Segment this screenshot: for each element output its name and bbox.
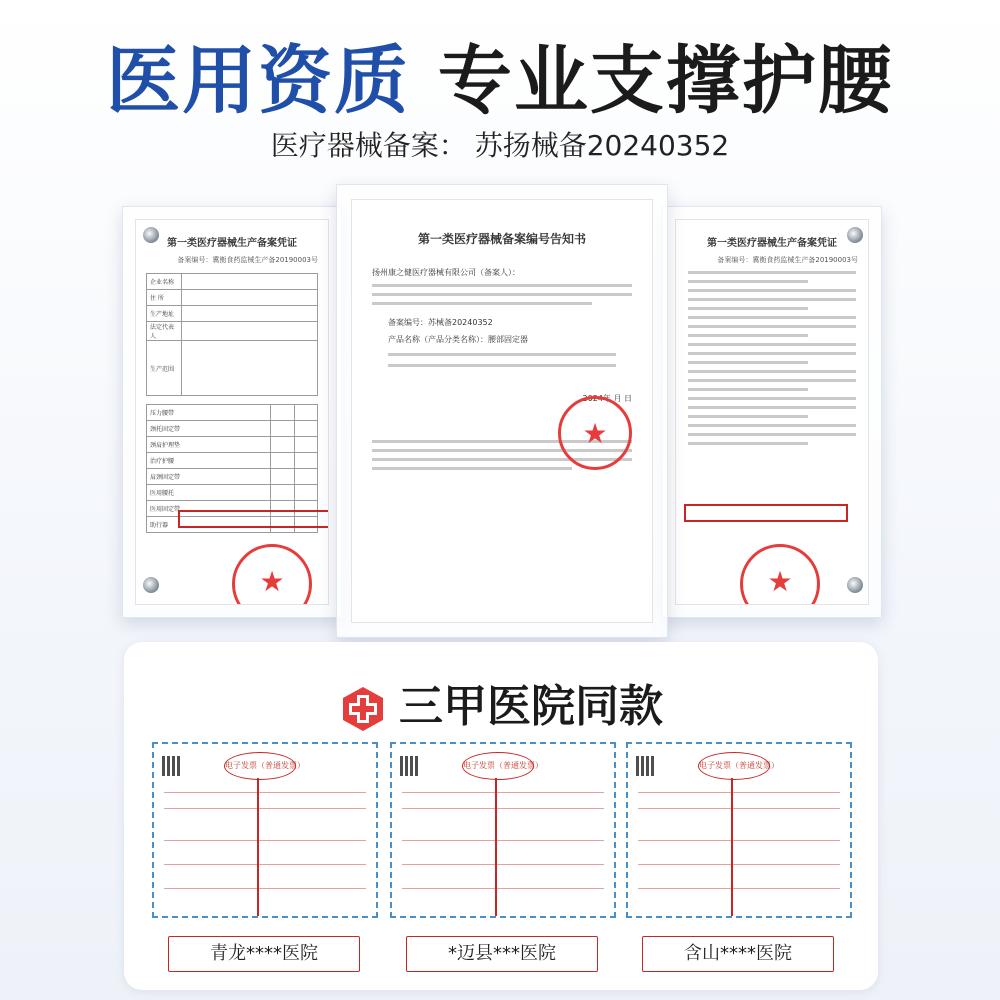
center-seal [558, 396, 632, 470]
center-notice-title: 第一类医疗器械备案编号告知书 [417, 232, 586, 246]
right-seal [740, 544, 820, 605]
record-number: 苏扬械备20240352 [474, 129, 730, 162]
section-title [124, 670, 878, 734]
invoice-heading: 电子发票（普通发票） [463, 761, 543, 770]
medical-cross-icon [339, 685, 387, 733]
left-certificate-frame [122, 206, 342, 618]
right-highlight-box [684, 504, 848, 522]
invoice-card [152, 742, 378, 918]
left-certificate-title: 第一类医疗器械生产备案凭证 [167, 238, 297, 249]
center-recipient: 扬州康之健医疗器械有限公司（备案人）： [372, 268, 520, 277]
qr-code-icon [162, 756, 182, 776]
title-highlight: 医用资质 [106, 38, 411, 124]
page-title [0, 22, 1000, 128]
center-date: 2024年 月 日 [582, 394, 632, 403]
hospital-panel [124, 642, 878, 990]
center-record-no: 备案编号：苏械备20240352 [388, 318, 493, 327]
left-seal [232, 544, 312, 605]
left-certificate-number: 备案编号：冀衡食药监械生产备20190003号 [177, 256, 318, 264]
right-pin-top [847, 227, 863, 243]
title-main: 专业支撑护腰 [437, 38, 894, 124]
left-highlight-box [178, 510, 329, 528]
invoice-card [390, 742, 616, 918]
invoice-heading: 电子发票（普通发票） [225, 761, 305, 770]
right-certificate-number: 备案编号：冀衡食药监械生产备20190003号 [717, 256, 858, 264]
invoice-card [626, 742, 852, 918]
qr-code-icon [636, 756, 656, 776]
hospital-label: 含山****医院 [642, 936, 834, 972]
right-certificate-frame [662, 206, 882, 618]
section-title-text: 三甲医院同款 [399, 681, 663, 732]
qr-code-icon [400, 756, 420, 776]
left-pin-bottom [143, 577, 159, 593]
record-line [0, 124, 1000, 164]
hospital-label: *迈县***医院 [406, 936, 598, 972]
left-pin-top [143, 227, 159, 243]
center-product: 产品名称（产品分类名称）：腰部固定器 [388, 335, 528, 344]
right-pin-bottom [847, 577, 863, 593]
record-label: 医疗器械备案： [270, 129, 467, 162]
center-notice-frame [336, 184, 668, 638]
right-certificate-title: 第一类医疗器械生产备案凭证 [707, 238, 837, 249]
invoice-heading: 电子发票（普通发票） [699, 761, 779, 770]
left-certificate [135, 219, 329, 605]
hospital-label: 青龙****医院 [168, 936, 360, 972]
right-certificate [675, 219, 869, 605]
left-product-table: 压力腰带 颈托固定带 颈肩护理垫 治疗护腰 肩颈固定带 医用腰托 医用固定带 助行器 [146, 404, 318, 533]
center-notice [351, 199, 653, 623]
left-certificate-table: 企业名称 住 所 生产地址 法定代表人 生产范围 [146, 273, 318, 396]
